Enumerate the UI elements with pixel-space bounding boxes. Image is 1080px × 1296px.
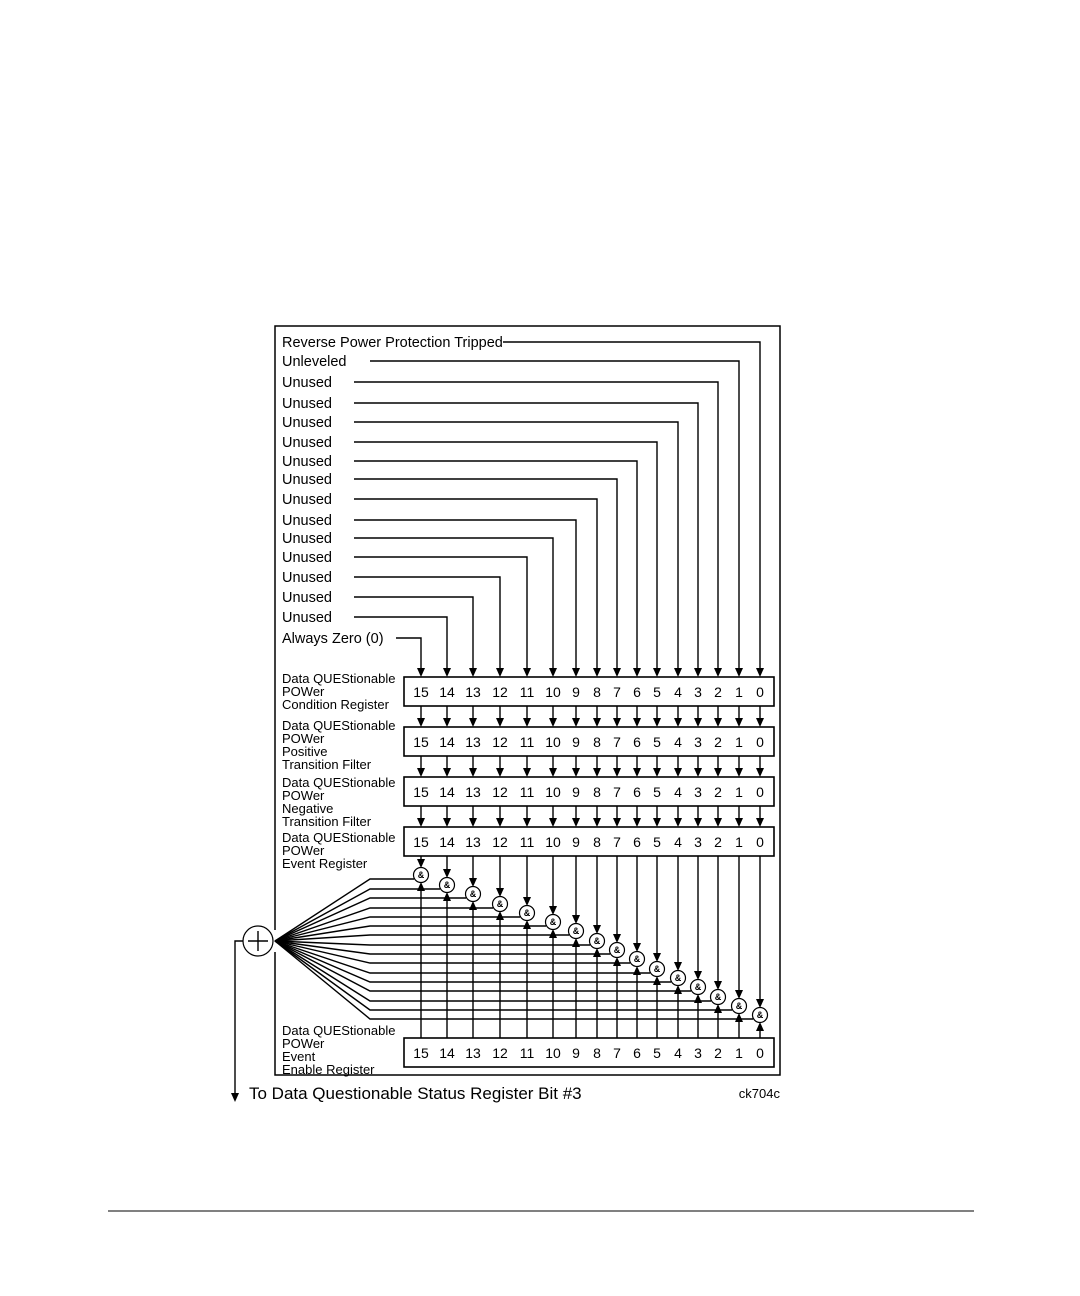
bit-number: 9 [572,784,580,800]
and-symbol: & [496,899,504,909]
inter-register-arrow [469,718,477,727]
bit-arrow-9 [572,668,580,677]
bit-number: 12 [492,784,508,800]
bit-number: 0 [756,684,764,700]
bit-number: 13 [465,1045,481,1061]
and-gate-4 [671,971,686,986]
bit-arrow-13 [469,668,477,677]
bit-number: 3 [694,1045,702,1061]
and-gate-14 [440,878,455,893]
bit-label-9: Unused [282,513,332,529]
and-gate-9 [569,924,584,939]
bit-number: 5 [653,1045,661,1061]
inter-register-arrow [694,768,702,777]
inter-register-arrow [735,768,743,777]
inter-register-arrow [523,818,531,827]
bit-number: 7 [613,784,621,800]
bit-number: 6 [633,734,641,750]
inter-register-arrow [443,768,451,777]
summary-or [231,926,273,1102]
bit-number: 12 [492,684,508,700]
and-gate-13 [466,887,481,902]
bit-number: 15 [413,784,429,800]
and-gate-15 [414,868,429,883]
bit-number: 2 [714,1045,722,1061]
bit-number: 11 [519,734,535,750]
bit-number: 0 [756,1045,764,1061]
summary-output-label: To Data Questionable Status Register Bit #3 [249,1084,582,1103]
inter-register-arrow [593,768,601,777]
enable-to-gate-arrow [523,920,531,929]
bit-number: 9 [572,834,580,850]
and-symbol: & [417,870,425,880]
bit-label-5: Unused [282,435,332,451]
bit-arrow-14 [443,668,451,677]
event-to-gate-arrow [469,878,477,887]
bit-wire-4 [354,422,678,668]
bit-number: 7 [613,684,621,700]
bit-number: 7 [613,834,621,850]
and-symbol: & [443,880,451,890]
bit-number: 8 [593,1045,601,1061]
bit-number: 6 [633,684,641,700]
enable-to-gate-arrow [756,1022,764,1031]
bit-arrow-10 [549,668,557,677]
inter-register-arrow [735,718,743,727]
and-symbol: & [523,908,531,918]
bit-number: 8 [593,734,601,750]
inter-register-arrow [735,818,743,827]
register-condition [282,671,774,712]
and-gate-6 [630,952,645,967]
register-label-line: Event [282,1049,316,1064]
bit-number: 6 [633,1045,641,1061]
inter-register-arrow [417,718,425,727]
registers [282,671,774,1077]
bit-number: 4 [674,784,682,800]
event-to-gate-arrow [714,981,722,990]
register-label-line: Data QUEStionable [282,830,396,845]
and-gate-10 [546,915,561,930]
bit-number: 1 [735,1045,743,1061]
inter-register-arrow [613,718,621,727]
inter-register-arrow [523,768,531,777]
bit-arrow-6 [633,668,641,677]
bit-number: 2 [714,734,722,750]
bit-arrow-15 [417,668,425,677]
inter-register-arrow [443,718,451,727]
bit-arrow-4 [674,668,682,677]
event-to-gate-arrow [735,990,743,999]
register-label-line: Condition Register [282,697,389,712]
event-to-gate-arrow [674,962,682,971]
inter-register-arrow [694,718,702,727]
inter-register-arrow [572,718,580,727]
bit-number: 7 [613,734,621,750]
and-gate-1 [732,999,747,1014]
bit-label-3: Unused [282,396,332,412]
bit-label-7: Unused [282,472,332,488]
bit-wire-6 [354,461,637,668]
inter-register-arrow [613,818,621,827]
and-gate-3 [691,980,706,995]
bit-label-13: Unused [282,590,332,606]
inter-register-arrow [674,768,682,777]
gate-output-wire [275,941,732,1010]
inter-register-arrow [417,768,425,777]
inter-register-arrow [653,718,661,727]
bit-number: 15 [413,684,429,700]
inter-register-arrow [653,768,661,777]
bit-arrow-0 [756,668,764,677]
bit-number: 10 [545,1045,561,1061]
bit-arrow-12 [496,668,504,677]
inter-register-arrow [714,818,722,827]
bit-number: 3 [694,834,702,850]
bit-label-14: Unused [282,610,332,626]
inter-register-arrow [549,768,557,777]
bit-label-12: Unused [282,570,332,586]
inter-register-arrow [572,818,580,827]
bit-label-11: Unused [282,550,332,566]
bit-number: 11 [519,784,535,800]
and-gate-12 [493,897,508,912]
and-gate-2 [711,990,726,1005]
enable-to-gate-arrow [593,948,601,957]
and-symbol: & [735,1001,743,1011]
inter-register-arrow [756,818,764,827]
inter-register-arrow [496,718,504,727]
and-symbol: & [674,973,682,983]
bit-number: 1 [735,784,743,800]
gate-output-wire [275,889,440,941]
event-to-gate-arrow [549,906,557,915]
bit-number: 2 [714,784,722,800]
gate-output-wire [275,941,691,991]
bit-number: 5 [653,834,661,850]
bit-number: 10 [545,834,561,850]
event-to-gate-arrow [593,925,601,934]
register-label-line: Negative [282,801,334,816]
bit-number: 9 [572,734,580,750]
inter-register-arrow [496,818,504,827]
bit-number: 14 [439,784,455,800]
register-enable [282,1023,774,1077]
bit-number: 15 [413,834,429,850]
register-label-line: Data QUEStionable [282,718,396,733]
bit-number: 12 [492,734,508,750]
bit-wire-12 [354,577,500,668]
register-label-line: Data QUEStionable [282,671,396,686]
bit-arrow-7 [613,668,621,677]
figure-code: ck704c [738,1086,780,1101]
bit-wire-2 [354,382,718,668]
bit-number: 8 [593,784,601,800]
bit-number: 5 [653,784,661,800]
bit-number: 14 [439,1045,455,1061]
enable-to-gate-arrow [735,1013,743,1022]
bit-label-8: Unused [282,492,332,508]
and-symbol: & [653,964,661,974]
bit-number: 10 [545,684,561,700]
register-label-line: Enable Register [282,1062,375,1077]
inter-register-arrow [593,818,601,827]
inter-register-arrow [417,818,425,827]
register-label-line: Positive [282,744,328,759]
inter-register-arrow [549,718,557,727]
bit-number: 0 [756,734,764,750]
inter-register-arrow [653,818,661,827]
and-gate-0 [753,1008,768,1023]
inter-register-arrow [756,718,764,727]
register-label-line: POWer [282,1036,325,1051]
bit-wire-0 [503,342,760,668]
and-gate-8 [590,934,605,949]
bit-arrow-2 [714,668,722,677]
bit-number: 15 [413,1045,429,1061]
bit-wire-5 [354,442,657,668]
register-label-line: Transition Filter [282,757,372,772]
event-to-gate-arrow [572,915,580,924]
inter-register-arrow [714,768,722,777]
bit-number: 9 [572,1045,580,1061]
bit-arrow-3 [694,668,702,677]
event-to-gate-arrow [613,934,621,943]
summary-output-wire [235,941,243,1094]
event-to-gate-arrow [756,999,764,1008]
inter-register-arrow [714,718,722,727]
inter-register-arrow [633,718,641,727]
and-gate-7 [610,943,625,958]
bit-number: 1 [735,734,743,750]
event-to-gate-arrow [633,943,641,952]
and-symbol: & [549,917,557,927]
register-label-line: POWer [282,843,325,858]
enable-to-gate-arrow [549,929,557,938]
enable-to-gate-arrow [653,976,661,985]
bit-wire-1 [370,361,739,668]
bit-number: 4 [674,734,682,750]
bit-number: 13 [465,684,481,700]
bit-number: 12 [492,1045,508,1061]
footer [249,1084,780,1103]
inter-register-arrow [523,718,531,727]
bit-number: 15 [413,734,429,750]
and-gate-11 [520,906,535,921]
bit-number: 5 [653,734,661,750]
event-to-gate-arrow [417,859,425,868]
bit-number: 11 [519,684,535,700]
bit-number: 13 [465,784,481,800]
register-label-line: POWer [282,684,325,699]
inter-register-arrow [469,768,477,777]
inter-register-arrow [593,718,601,727]
bit-number: 14 [439,734,455,750]
bit-label-10: Unused [282,531,332,547]
bit-number: 0 [756,784,764,800]
bit-wire-7 [354,479,617,668]
bit-wire-9 [354,520,576,668]
gate-output-wire [275,935,569,941]
bit-number: 1 [735,834,743,850]
register-label-line: POWer [282,788,325,803]
bit-wire-3 [354,403,698,668]
bit-number: 4 [674,834,682,850]
enable-to-gate-arrow [674,985,682,994]
inter-register-arrow [674,818,682,827]
bit-arrow-11 [523,668,531,677]
event-to-gate-arrow [523,897,531,906]
event-to-gate-arrow [653,953,661,962]
bit-label-15: Always Zero (0) [282,631,384,647]
bit-label-6: Unused [282,454,332,470]
inter-register-arrow [674,718,682,727]
bit-label-0: Reverse Power Protection Tripped [282,335,503,351]
bit-number: 3 [694,784,702,800]
bit-number: 13 [465,734,481,750]
bit-number: 2 [714,684,722,700]
and-symbol: & [694,982,702,992]
bit-wire-8 [354,499,597,668]
enable-to-gate-arrow [443,892,451,901]
bit-number: 11 [519,1045,535,1061]
bit-number: 6 [633,834,641,850]
bit-number: 10 [545,734,561,750]
register-label-line: Data QUEStionable [282,775,396,790]
register-event [282,827,774,871]
enable-to-gate-arrow [613,957,621,966]
inter-register-arrow [756,768,764,777]
bit-number: 10 [545,784,561,800]
inter-register-arrow [496,768,504,777]
bit-number: 4 [674,1045,682,1061]
and-symbol: & [613,945,621,955]
bit-number: 5 [653,684,661,700]
bit-number: 8 [593,834,601,850]
enable-to-gate-arrow [496,911,504,920]
bit-number: 2 [714,834,722,850]
event-to-gate-arrow [443,869,451,878]
and-symbol: & [572,926,580,936]
inter-register-arrow [469,818,477,827]
and-gate-5 [650,962,665,977]
bit-number: 8 [593,684,601,700]
bit-number: 3 [694,684,702,700]
enable-to-gate-arrow [714,1004,722,1013]
event-to-gate-arrow [694,971,702,980]
bit-number: 13 [465,834,481,850]
register-ptr [282,718,774,772]
register-label-line: POWer [282,731,325,746]
bit-wire-11 [354,557,527,668]
bit-number: 6 [633,784,641,800]
bit-number: 14 [439,684,455,700]
inter-register-arrow [694,818,702,827]
summary-output-arrow [231,1093,239,1102]
and-symbol: & [633,954,641,964]
bit-number: 7 [613,1045,621,1061]
bit-arrow-5 [653,668,661,677]
bit-number: 1 [735,684,743,700]
bit-label-2: Unused [282,375,332,391]
inter-register-arrow [633,818,641,827]
inter-register-arrow [613,768,621,777]
bit-arrow-1 [735,668,743,677]
bit-number: 9 [572,684,580,700]
bit-label-4: Unused [282,415,332,431]
inter-register-arrow [549,818,557,827]
register-label-line: Event Register [282,856,368,871]
and-symbol: & [593,936,601,946]
bit-number: 11 [519,834,535,850]
gate-output-wire [275,941,590,945]
event-to-gate-arrow [496,888,504,897]
bit-label-1: Unleveled [282,354,347,370]
register-label-line: Data QUEStionable [282,1023,396,1038]
bit-number: 3 [694,734,702,750]
bit-number: 0 [756,834,764,850]
inter-register-arrow [572,768,580,777]
bit-number: 12 [492,834,508,850]
and-symbol: & [714,992,722,1002]
inter-register-arrow [443,818,451,827]
and-symbol: & [756,1010,764,1020]
inter-register-arrow [633,768,641,777]
and-symbol: & [469,889,477,899]
register-label-line: Transition Filter [282,814,372,829]
bit-arrow-8 [593,668,601,677]
bit-wire-15 [396,638,421,668]
bit-number: 14 [439,834,455,850]
bit-number: 4 [674,684,682,700]
